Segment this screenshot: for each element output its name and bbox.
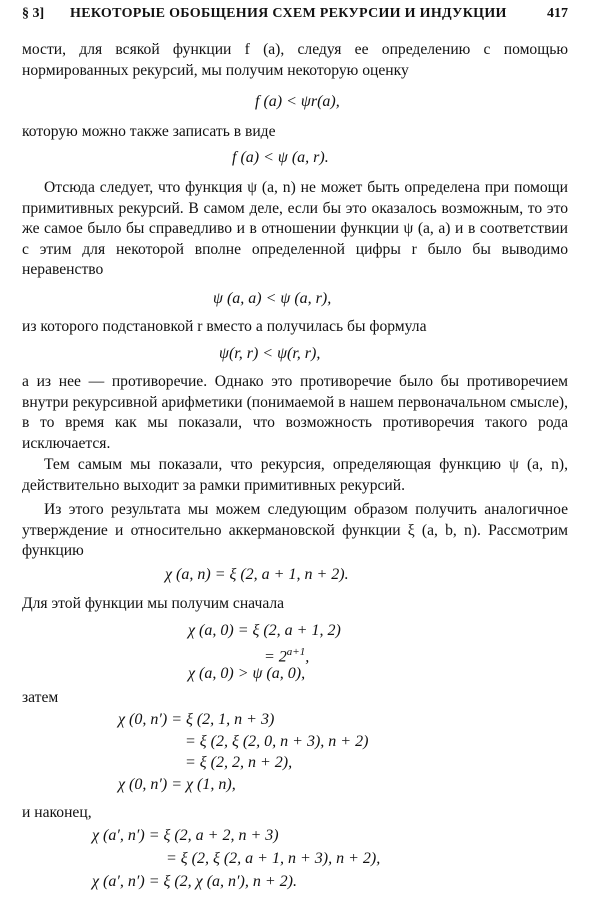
page-number: 417 bbox=[547, 6, 568, 21]
paragraph-5: а из нее — противоречие. Однако это противоречие было бы противоречием внутри рекурсивной арифметики (понимаемой в нашем первоначальном смысле), в то время как мы показали, что возможность противоречия такого рода исключается. bbox=[22, 373, 568, 452]
equation-7c: = ξ (2, 2, n + 2), bbox=[185, 754, 293, 771]
paragraph-8: Для этой функции мы получим сначала bbox=[22, 595, 285, 612]
equation-6c: χ (a, 0) > ψ (a, 0), bbox=[188, 665, 306, 682]
section-marker: § 3] bbox=[22, 6, 45, 21]
equation-5: χ (a, n) = ξ (2, a + 1, n + 2). bbox=[165, 566, 349, 583]
running-title: НЕКОТОРЫЕ ОБОБЩЕНИЯ СХЕМ РЕКУРСИИ И ИНДУКЦИИ bbox=[70, 6, 507, 21]
equation-6a: χ (a, 0) = ξ (2, a + 1, 2) bbox=[188, 622, 341, 639]
equation-2: f (a) < ψ (a, r). bbox=[232, 149, 329, 166]
equation-7a: χ (0, n′) = ξ (2, 1, n + 3) bbox=[118, 711, 275, 728]
equation-4: ψ(r, r) < ψ(r, r), bbox=[219, 345, 321, 362]
paragraph-6: Тем самым мы показали, что рекурсия, определяющая функцию ψ (a, n), действительно выходит за рамки примитивных рекурсий. bbox=[22, 456, 568, 494]
running-header bbox=[22, 4, 568, 24]
equation-8b: = ξ (2, ξ (2, a + 1, n + 3), n + 2), bbox=[166, 850, 381, 867]
paragraph-3: Отсюда следует, что функция ψ (a, n) не может быть определена при помощи примитивных рекурсий. В самом деле, если бы это оказалось возможным, то это же самое было бы справедливо и в отношении функции ψ (a, a) и в соответствии с этим для некоторой вполне определенной цифры r было бы выводимо неравенство bbox=[22, 179, 568, 279]
paragraph-1: мости, для всякой функции f (a), следуя ее определению с помощью нормированных рекурсий, мы получим некоторую оценку bbox=[22, 41, 568, 79]
equation-7d: χ (0, n′) = χ (1, n), bbox=[118, 776, 236, 793]
equation-7b: = ξ (2, ξ (2, 0, n + 3), n + 2) bbox=[185, 733, 369, 750]
equation-3: ψ (a, a) < ψ (a, r), bbox=[213, 290, 332, 307]
equation-6b: = $2^{a+1}$, bbox=[264, 646, 310, 666]
equation-1: f (a) < ψr(a), bbox=[255, 93, 340, 110]
paragraph-7: Из этого результата мы можем следующим образом получить аналогичное утверждение и относительно аккермановской функции ξ (a, b, n). Рассмотрим функцию bbox=[22, 501, 568, 560]
equation-8a: χ (a′, n′) = ξ (2, a + 2, n + 3) bbox=[92, 827, 279, 844]
paragraph-2: которую можно также записать в виде bbox=[22, 123, 276, 140]
label-finally: и наконец, bbox=[22, 804, 92, 821]
label-then: затем bbox=[22, 689, 59, 706]
equation-8c: χ (a′, n′) = ξ (2, χ (a, n′), n + 2). bbox=[92, 873, 297, 890]
paragraph-4: из которого подстановкой r вместо a получилась бы формула bbox=[22, 318, 427, 335]
